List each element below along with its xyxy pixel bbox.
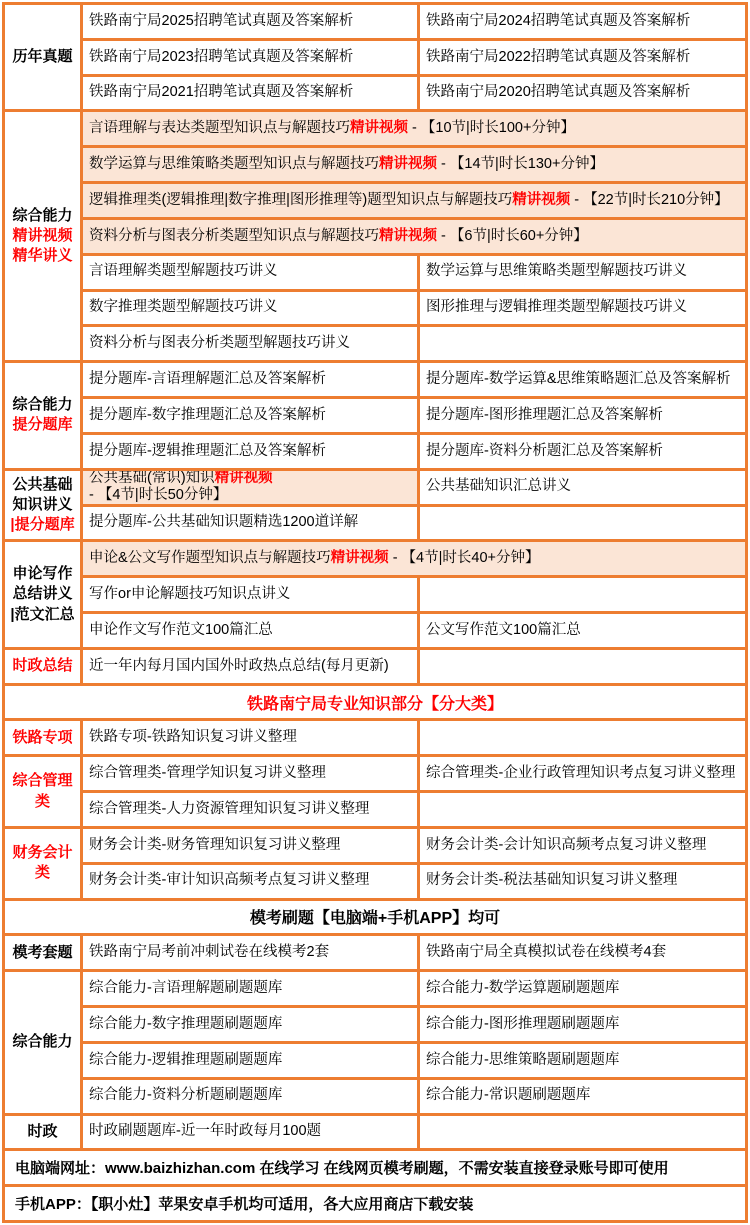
- section-label-line: 模考套题: [12, 943, 73, 961]
- content-cell: [83, 77, 417, 110]
- cell-text: [89, 13, 353, 30]
- content-cell: [83, 471, 417, 504]
- section-banner: 模考刷题【电脑端+手机APP】均可: [5, 901, 745, 934]
- cell-text: [426, 443, 663, 460]
- cell-text: [89, 407, 326, 424]
- cell-text-segment: 铁路南宁局2021招聘笔试真题及答案解析: [89, 84, 354, 101]
- cell-text: [89, 299, 278, 316]
- cell-text: [426, 980, 619, 997]
- cell-text-segment: 综合能力-图形推理题刷题题库: [426, 1015, 620, 1032]
- content-cell: [420, 507, 745, 540]
- content-cell: [420, 936, 745, 969]
- cell-text: [89, 514, 358, 531]
- cell-text: [89, 1052, 282, 1069]
- section-label-line: |范文汇总: [10, 605, 75, 623]
- section-label-line: 综合能力: [12, 1033, 73, 1051]
- course-table: [2, 2, 748, 1223]
- content-cell: [83, 829, 417, 862]
- cell-text-segment: 铁路南宁局全真模拟试卷在线模考4套: [426, 944, 667, 961]
- cell-text: [89, 658, 389, 675]
- content-cell: [420, 865, 745, 898]
- content-cell: [83, 757, 417, 790]
- content-cell: [83, 363, 417, 396]
- cell-text-segment: 铁路南宁局2022招聘笔试真题及答案解析: [426, 48, 691, 65]
- content-cell: [83, 1080, 417, 1113]
- cell-text-segment: 提分题库-言语理解题汇总及答案解析: [89, 370, 326, 387]
- cell-text: [426, 622, 581, 639]
- cell-text: [89, 49, 353, 66]
- cell-text-segment: 提分题库-数字推理题汇总及答案解析: [89, 406, 326, 423]
- footer-note: 电脑端网址：www.baizhizhan.com 在线学习 在线网页模考刷题，不需安装直接登录账号即可使用: [5, 1151, 745, 1184]
- cell-text-segment: 申论作文写作范文100篇汇总: [89, 621, 273, 638]
- section-label-line: 时政总结: [12, 657, 73, 675]
- section-label-line: 综合能力: [12, 396, 73, 414]
- cell-text: [426, 765, 735, 782]
- cell-text: [426, 13, 690, 30]
- content-cell: [420, 363, 745, 396]
- cell-text: [426, 478, 571, 495]
- content-cell: [83, 148, 745, 181]
- cell-text: [426, 1016, 619, 1033]
- cell-text: [89, 550, 539, 567]
- cell-text-segment: - 【4节|时长40+分钟】: [388, 550, 540, 567]
- content-cell: [420, 1080, 745, 1113]
- section-label-line: 提分题库: [12, 416, 73, 434]
- cell-text: [89, 84, 353, 101]
- cell-text-segment: 财务会计类-税法基础知识复习讲义整理: [426, 872, 678, 889]
- cell-text-segment: 数学运算与思维策略类题型知识点与解题技巧: [89, 156, 379, 172]
- cell-text: [89, 192, 729, 209]
- cell-text-segment: 数字推理类题型解题技巧讲义: [89, 299, 278, 316]
- content-cell: [83, 721, 417, 754]
- cell-text: [89, 765, 326, 782]
- cell-text-segment: 提分题库-逻辑推理题汇总及答案解析: [89, 442, 326, 459]
- highlighted-video-text: 精讲视频: [214, 470, 273, 486]
- cell-text-segment: 铁路南宁局2023招聘笔试真题及答案解析: [89, 48, 354, 65]
- content-cell: [420, 578, 745, 611]
- cell-text: [426, 84, 690, 101]
- cell-text-segment: 资料分析与图表分析类题型解题技巧讲义: [89, 335, 350, 352]
- section-label-line: 公共基础: [12, 475, 73, 493]
- cell-text: [426, 1087, 590, 1104]
- cell-text: [89, 729, 297, 746]
- cell-text: [426, 263, 687, 280]
- section-label: [5, 5, 80, 109]
- cell-text-segment: 铁路南宁局2024招聘笔试真题及答案解析: [426, 12, 691, 29]
- section-label: [5, 112, 80, 360]
- content-cell: [420, 1008, 745, 1041]
- cell-text: [89, 1016, 282, 1033]
- cell-text: [89, 1087, 282, 1104]
- content-cell: [83, 507, 417, 540]
- content-cell: [83, 793, 417, 826]
- cell-text-segment: 提分题库-资料分析题汇总及答案解析: [426, 442, 663, 459]
- highlighted-video-text: 精讲视频: [512, 191, 571, 208]
- cell-text-segment: 综合能力-数学运算题刷题题库: [426, 979, 620, 996]
- cell-text: [89, 980, 282, 997]
- section-label-line: 综合能力: [12, 206, 73, 224]
- highlighted-video-text: 精讲视频: [379, 227, 437, 244]
- highlighted-video-text: 精讲视频: [379, 156, 437, 172]
- cell-text: [426, 872, 677, 889]
- cell-text: [426, 371, 731, 388]
- cell-text: [89, 837, 340, 854]
- cell-text: [89, 586, 290, 603]
- cell-text: [426, 837, 706, 854]
- section-label: [5, 1116, 80, 1149]
- cell-text-segment: 综合能力-逻辑推理题刷题题库: [89, 1051, 283, 1068]
- section-label-line: 总结讲义: [12, 585, 73, 603]
- section-label-line: 时政: [27, 1122, 58, 1140]
- cell-text-segment: 综合管理类-人力资源管理知识复习讲义整理: [89, 800, 370, 817]
- cell-text-segment: 申论&公文写作题型知识点与解题技巧: [89, 550, 331, 567]
- content-cell: [83, 112, 745, 145]
- cell-text: [89, 371, 326, 388]
- content-cell: [420, 721, 745, 754]
- content-cell: [420, 793, 745, 826]
- content-cell: [420, 614, 745, 647]
- cell-text-segment: 财务会计类-财务管理知识复习讲义整理: [89, 836, 341, 853]
- content-cell: [420, 972, 745, 1005]
- content-cell: [83, 256, 417, 289]
- cell-text: [426, 49, 690, 66]
- content-cell: [420, 41, 745, 74]
- cell-text-segment: 资料分析与图表分析类题型知识点与解题技巧: [89, 227, 379, 244]
- content-cell: [83, 5, 417, 38]
- section-label: [5, 650, 80, 683]
- content-cell: [83, 542, 745, 575]
- section-label-line: 综合管理: [12, 772, 73, 790]
- section-label-line: 类: [34, 792, 50, 810]
- content-cell: [83, 865, 417, 898]
- section-label-line: 铁路专项: [12, 728, 73, 746]
- section-label: [5, 721, 80, 754]
- content-cell: [420, 1116, 745, 1149]
- section-label-line: 精华讲义: [12, 247, 73, 265]
- section-label: [5, 936, 80, 969]
- section-label-line: 历年真题: [12, 48, 73, 66]
- content-cell: [83, 614, 417, 647]
- cell-text-segment: 公文写作范文100篇汇总: [426, 621, 581, 638]
- content-cell: [83, 292, 417, 325]
- cell-text-segment: - 【4节|时长50分钟】: [89, 487, 228, 504]
- cell-text-segment: 图形推理与逻辑推理类题型解题技巧讲义: [426, 299, 687, 316]
- content-cell: [420, 829, 745, 862]
- section-label-line: 知识讲义: [12, 495, 73, 513]
- section-banner: 铁路南宁局专业知识部分【分大类】: [5, 686, 745, 719]
- cell-text-segment: 综合管理类-企业行政管理知识考点复习讲义整理: [426, 765, 736, 781]
- cell-text: [89, 622, 273, 639]
- content-cell: [83, 578, 417, 611]
- cell-text-segment: 提分题库-图形推理题汇总及答案解析: [426, 406, 663, 423]
- cell-text-segment: 综合能力-资料分析题刷题题库: [89, 1087, 283, 1104]
- cell-text-segment: 近一年内每月国内国外时政热点总结(每月更新): [89, 657, 389, 674]
- cell-text: [89, 228, 588, 245]
- section-label: [5, 829, 80, 898]
- section-label-line: 精讲视频: [12, 227, 73, 245]
- cell-text: [89, 263, 278, 280]
- content-cell: [83, 936, 417, 969]
- section-label: [5, 972, 80, 1112]
- cell-text-segment: 时政刷题题库-近一年时政每月100题: [89, 1123, 322, 1140]
- cell-text-segment: 综合能力-言语理解题刷题题库: [89, 979, 283, 996]
- cell-text-segment: 综合能力-思维策略题刷题题库: [426, 1051, 620, 1068]
- cell-text-segment: - 【10节|时长100+分钟】: [408, 120, 575, 137]
- section-label-line: 申论写作: [12, 565, 73, 583]
- content-cell: [420, 650, 745, 683]
- section-label-line: |提分题库: [10, 516, 75, 534]
- cell-text: [426, 944, 666, 961]
- cell-text: [89, 801, 369, 818]
- section-label-line: 类: [34, 864, 50, 882]
- content-cell: [420, 5, 745, 38]
- cell-text-segment: 提分题库-公共基础知识题精选1200道详解: [89, 514, 359, 531]
- cell-text: [89, 944, 329, 961]
- cell-text-segment: 写作or申论解题技巧知识点讲义: [89, 585, 291, 602]
- content-cell: [420, 292, 745, 325]
- cell-text-segment: 财务会计类-审计知识高频考点复习讲义整理: [89, 872, 370, 889]
- section-label-line: 财务会计: [12, 844, 73, 861]
- cell-text-segment: - 【6节|时长60+分钟】: [437, 227, 588, 244]
- content-cell: [420, 77, 745, 110]
- highlighted-video-text: 精讲视频: [330, 550, 389, 567]
- cell-text-segment: 言语理解与表达类题型知识点与解题技巧: [89, 120, 350, 137]
- content-cell: [420, 1044, 745, 1077]
- content-cell: [83, 650, 417, 683]
- cell-text: [426, 299, 687, 316]
- content-cell: [420, 256, 745, 289]
- content-cell: [83, 1044, 417, 1077]
- cell-text-segment: 铁路专项-铁路知识复习讲义整理: [89, 729, 297, 746]
- section-label: [5, 542, 80, 646]
- cell-text: [89, 1123, 321, 1140]
- cell-text-segment: 数学运算与思维策略类题型解题技巧讲义: [426, 263, 687, 280]
- cell-text: [89, 872, 369, 889]
- content-cell: [420, 399, 745, 432]
- cell-text: [89, 156, 604, 173]
- cell-text-segment: 铁路南宁局2020招聘笔试真题及答案解析: [426, 84, 691, 101]
- content-cell: [420, 471, 745, 504]
- cell-text-segment: 财务会计类-会计知识高频考点复习讲义整理: [426, 836, 707, 853]
- cell-text-segment: 铁路南宁局考前冲刺试卷在线模考2套: [89, 944, 330, 961]
- content-cell: [420, 435, 745, 468]
- cell-text-segment: 公共基础知识汇总讲义: [426, 478, 571, 495]
- content-cell: [83, 41, 417, 74]
- section-label: [5, 757, 80, 826]
- cell-text-segment: 逻辑推理类(逻辑推理|数字推理|图形推理等)题型知识点与解题技巧: [89, 191, 513, 208]
- cell-text-segment: - 【22节|时长210分钟】: [570, 191, 729, 208]
- content-cell: [83, 399, 417, 432]
- cell-text: [89, 120, 575, 137]
- content-cell: [83, 435, 417, 468]
- cell-text: [89, 443, 326, 460]
- cell-text-segment: 公共基础(常识)知识: [89, 470, 215, 486]
- cell-text-segment: 铁路南宁局2025招聘笔试真题及答案解析: [89, 12, 354, 29]
- content-cell: [83, 1008, 417, 1041]
- cell-text-segment: - 【14节|时长130+分钟】: [437, 156, 604, 172]
- section-label: [5, 471, 80, 540]
- footer-note: 手机APP：【职小灶】苹果安卓手机均可适用，各大应用商店下载安装: [5, 1187, 745, 1220]
- cell-text-segment: 综合能力-常识题刷题题库: [426, 1087, 591, 1104]
- cell-text: [89, 335, 350, 352]
- content-cell: [420, 327, 745, 360]
- cell-text-segment: 综合管理类-管理学知识复习讲义整理: [89, 765, 326, 781]
- section-label: [5, 363, 80, 467]
- highlighted-video-text: 精讲视频: [350, 120, 408, 137]
- content-cell: [83, 327, 417, 360]
- cell-text-segment: 综合能力-数字推理题刷题题库: [89, 1015, 283, 1032]
- cell-text: [89, 471, 411, 504]
- content-cell: [83, 220, 745, 253]
- content-cell: [83, 184, 745, 217]
- cell-text-segment: 言语理解类题型解题技巧讲义: [89, 263, 278, 280]
- cell-text-segment: 提分题库-数学运算&思维策略题汇总及答案解析: [426, 370, 731, 387]
- content-cell: [83, 1116, 417, 1149]
- cell-text: [426, 1052, 619, 1069]
- content-cell: [420, 757, 745, 790]
- cell-text: [426, 407, 663, 424]
- content-cell: [83, 972, 417, 1005]
